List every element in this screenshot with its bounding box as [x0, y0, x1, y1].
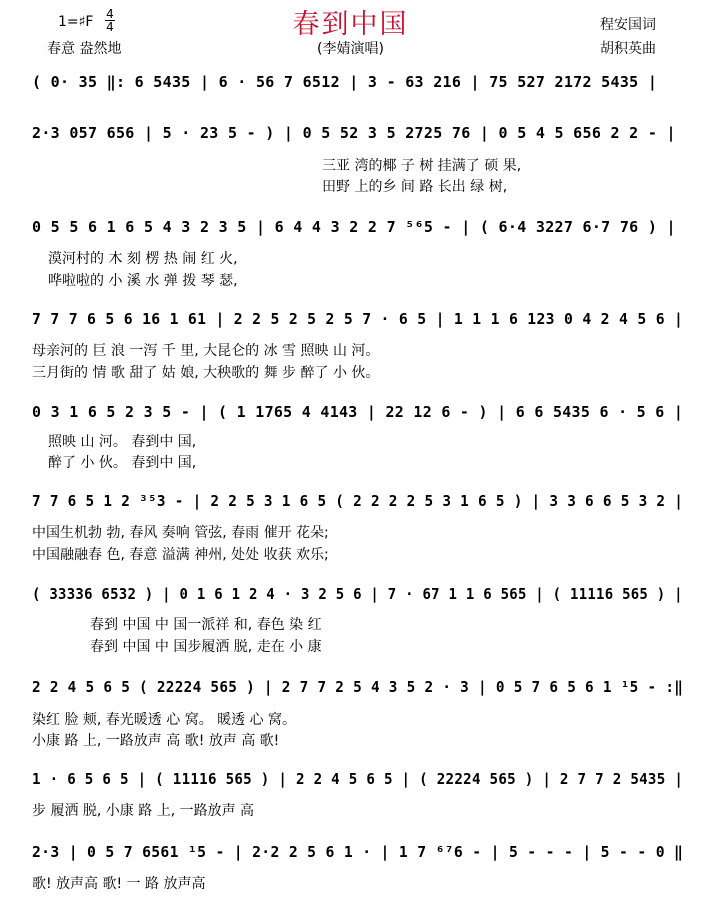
- song-title: 春到中国: [292, 9, 409, 40]
- lyric-row-9-verse-1: 步 履洒 脱, 小康 路 上, 一路放声 高: [32, 803, 255, 819]
- lyric-row-5-verse-2: 醉了 小 伙。 春到中 国,: [48, 455, 197, 471]
- lyric-row-10-verse-1: 歌! 放声高 歌! 一 路 放声高: [32, 876, 206, 892]
- notation-row-8: 2 2 4 5 6 5 ( 22224 565 ) | 2 7 7 2 5 4 3 5 2 · 3 | 0 5 7 6 5 6 1 ¹5 - :‖: [32, 678, 684, 696]
- lyric-row-6-verse-2: 中国融融春 色, 春意 溢满 神州, 处处 收获 欢乐;: [32, 547, 329, 563]
- notation-row-4: 7 7 7 6 5 6 16 1 61 | 2 2 5 2 5 2 5 7 · 6 5 | 1 1 1 6 123 0 4 2 4 5 6 |: [32, 310, 684, 328]
- time-signature: [105, 8, 115, 33]
- lyric-row-5-verse-1: 照映 山 河。 春到中 国,: [48, 434, 197, 450]
- composer-credit: 胡积英曲: [600, 41, 656, 57]
- lyric-row-8-verse-1: 染红 脸 颊, 春光暖透 心 窝。 暖透 心 窝。: [32, 712, 297, 728]
- lyric-row-8-verse-2: 小康 路 上, 一路放声 高 歌! 放声 高 歌!: [32, 733, 280, 749]
- lyric-row-7-verse-1: 春到 中国 中 国一派祥 和, 春色 染 红: [90, 617, 322, 633]
- notation-row-7: ( 33336 6532 ) | 0 1 6 1 2 4 · 3 2 5 6 | 7 · 67 1 1 6 565 | ( 11116 565 ) |: [32, 585, 683, 603]
- lyricist-credit: 程安国词: [600, 17, 656, 33]
- notation-row-10: 2·3 | 0 5 7 6561 ¹5 - | 2·2 2 5 6 1 · | 1 7 ⁶⁷6 - | 5 - - - | 5 - - 0 ‖: [32, 843, 684, 861]
- lyric-row-7-verse-2: 春到 中国 中 国步履洒 脱, 走在 小 康: [90, 639, 322, 655]
- meter-bottom: 4: [106, 20, 114, 34]
- tempo-marking: 春意 盎然地: [47, 41, 122, 57]
- lyric-row-4-verse-2: 三月街的 情 歌 甜了 姑 娘, 大秧歌的 舞 步 醉了 小 伙。: [32, 365, 380, 381]
- lyric-row-4-verse-1: 母亲河的 巨 浪 一泻 千 里, 大昆仑的 冰 雪 照映 山 河。: [32, 343, 380, 359]
- meter-top: 4: [106, 7, 114, 21]
- notation-row-2: 2·3 057 656 | 5 · 23 5 - ) | 0 5 52 3 5 2725 76 | 0 5 4 5 656 2 2 - |: [32, 124, 676, 142]
- key-signature: 1=♯F: [58, 14, 94, 30]
- lyric-row-2-verse-1: 三亚 湾的椰 子 树 挂满了 硕 果,: [322, 158, 522, 174]
- lyric-row-3-verse-1: 漠河村的 木 刻 楞 热 闹 红 火,: [48, 251, 238, 267]
- notation-row-3: 0 5 5 6 1 6 5 4 3 2 3 5 | 6 4 4 3 2 2 7 ⁵⁶5 - | ( 6·4 3227 6·7 76 ) |: [32, 218, 676, 236]
- notation-row-5: 0 3 1 6 5 2 3 5 - | ( 1 1765 4 4143 | 22 12 6 - ) | 6 6 5435 6 · 5 6 |: [32, 403, 684, 421]
- singer-credit: (李婧演唱): [317, 41, 384, 57]
- lyric-row-3-verse-2: 哗啦啦的 小 溪 水 弹 拨 琴 瑟,: [48, 273, 238, 289]
- lyric-row-6-verse-1: 中国生机勃 勃, 春风 奏响 管弦, 春雨 催开 花朵;: [32, 525, 329, 541]
- lyric-row-2-verse-2: 田野 上的乡 间 路 长出 绿 树,: [322, 179, 508, 195]
- notation-row-9: 1 · 6 5 6 5 | ( 11116 565 ) | 2 2 4 5 6 5 | ( 22224 565 ) | 2 7 7 2 5435 |: [32, 770, 684, 788]
- notation-row-1: ( 0· 35 ‖: 6 5435 | 6 · 56 7 6512 | 3 - 63 216 | 75 527 2172 5435 |: [32, 73, 658, 91]
- notation-row-6: 7 7 6 5 1 2 ³⁵3 - | 2 2 5 3 1 6 5 ( 2 2 2 2 5 3 1 6 5 ) | 3 3 6 6 5 3 2 |: [32, 492, 684, 510]
